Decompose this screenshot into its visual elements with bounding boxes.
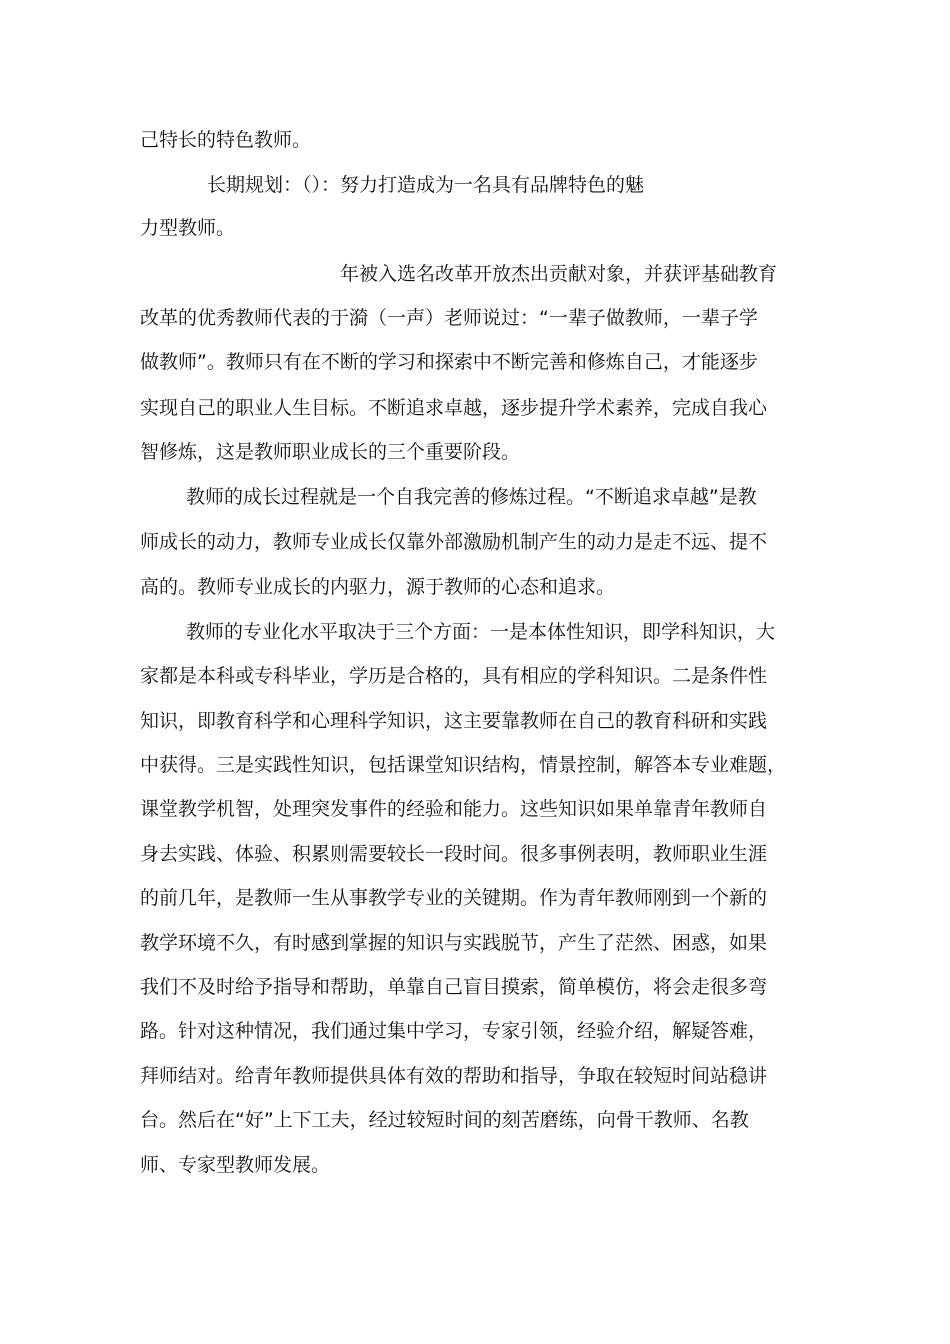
text-line: 路。针对这种情况，我们通过集中学习，专家引领，经验介绍，解疑答难， bbox=[140, 1020, 768, 1042]
text-line: 师成长的动力，教师专业成长仅靠外部激励机制产生的动力是走不远、提不 bbox=[140, 531, 768, 553]
text-line: 教师的成长过程就是一个自我完善的修炼过程。“不断追求卓越”是教 bbox=[186, 486, 757, 508]
text-line: 年被入选名改革开放杰出贡献对象，并获评基础教育 bbox=[340, 263, 778, 285]
text-line: 力型教师。 bbox=[140, 217, 236, 239]
text-line: 我们不及时给予指导和帮助，单靠自己盲目摸索，简单模仿，将会走很多弯 bbox=[140, 976, 768, 998]
text-line: 做教师”。教师只有在不断的学习和探索中不断完善和修炼自己，才能逐步 bbox=[140, 351, 758, 373]
text-line: 长期规划：（）：努力打造成为一名具有品牌特色的魅 bbox=[207, 174, 645, 196]
text-line: 拜师结对。给青年教师提供具体有效的帮助和指导，争取在较短时间站稳讲 bbox=[140, 1065, 768, 1087]
text-line: 教学环境不久，有时感到掌握的知识与实践脱节，产生了茫然、困惑，如果 bbox=[140, 932, 768, 954]
text-line: 的前几年，是教师一生从事教学专业的关键期。作为青年教师刚到一个新的 bbox=[140, 887, 768, 909]
text-line: 改革的优秀教师代表的于漪（一声）老师说过：“一辈子做教师，一辈子学 bbox=[140, 307, 758, 329]
text-line: 家都是本科或专科毕业，学历是合格的，具有相应的学科知识。二是条件性 bbox=[140, 665, 768, 687]
text-line: 课堂教学机智，处理突发事件的经验和能力。这些知识如果单靠青年教师自 bbox=[140, 798, 768, 820]
text-line: 智修炼，这是教师职业成长的三个重要阶段。 bbox=[140, 441, 521, 463]
text-line: 师、专家型教师发展。 bbox=[140, 1154, 331, 1176]
text-line: 身去实践、体验、积累则需要较长一段时间。很多事例表明，教师职业生涯 bbox=[140, 843, 768, 865]
text-line: 教师的专业化水平取决于三个方面：一是本体性知识，即学科知识，大 bbox=[186, 621, 776, 643]
text-line: 高的。教师专业成长的内驱力，源于教师的心态和追求。 bbox=[140, 576, 616, 598]
text-line: 台。然后在“好”上下工夫，经过较短时间的刻苦磨练，向骨干教师、名教 bbox=[140, 1109, 749, 1131]
text-line: 实现自己的职业人生目标。不断追求卓越，逐步提升学术素养，完成自我心 bbox=[140, 397, 768, 419]
text-line: 己特长的特色教师。 bbox=[140, 129, 312, 151]
text-line: 知识，即教育科学和心理科学知识，这主要靠教师在自己的教育科研和实践 bbox=[140, 710, 768, 732]
text-line: 中获得。三是实践性知识，包括课堂知识结构，情景控制，解答本专业难题， bbox=[140, 754, 787, 776]
